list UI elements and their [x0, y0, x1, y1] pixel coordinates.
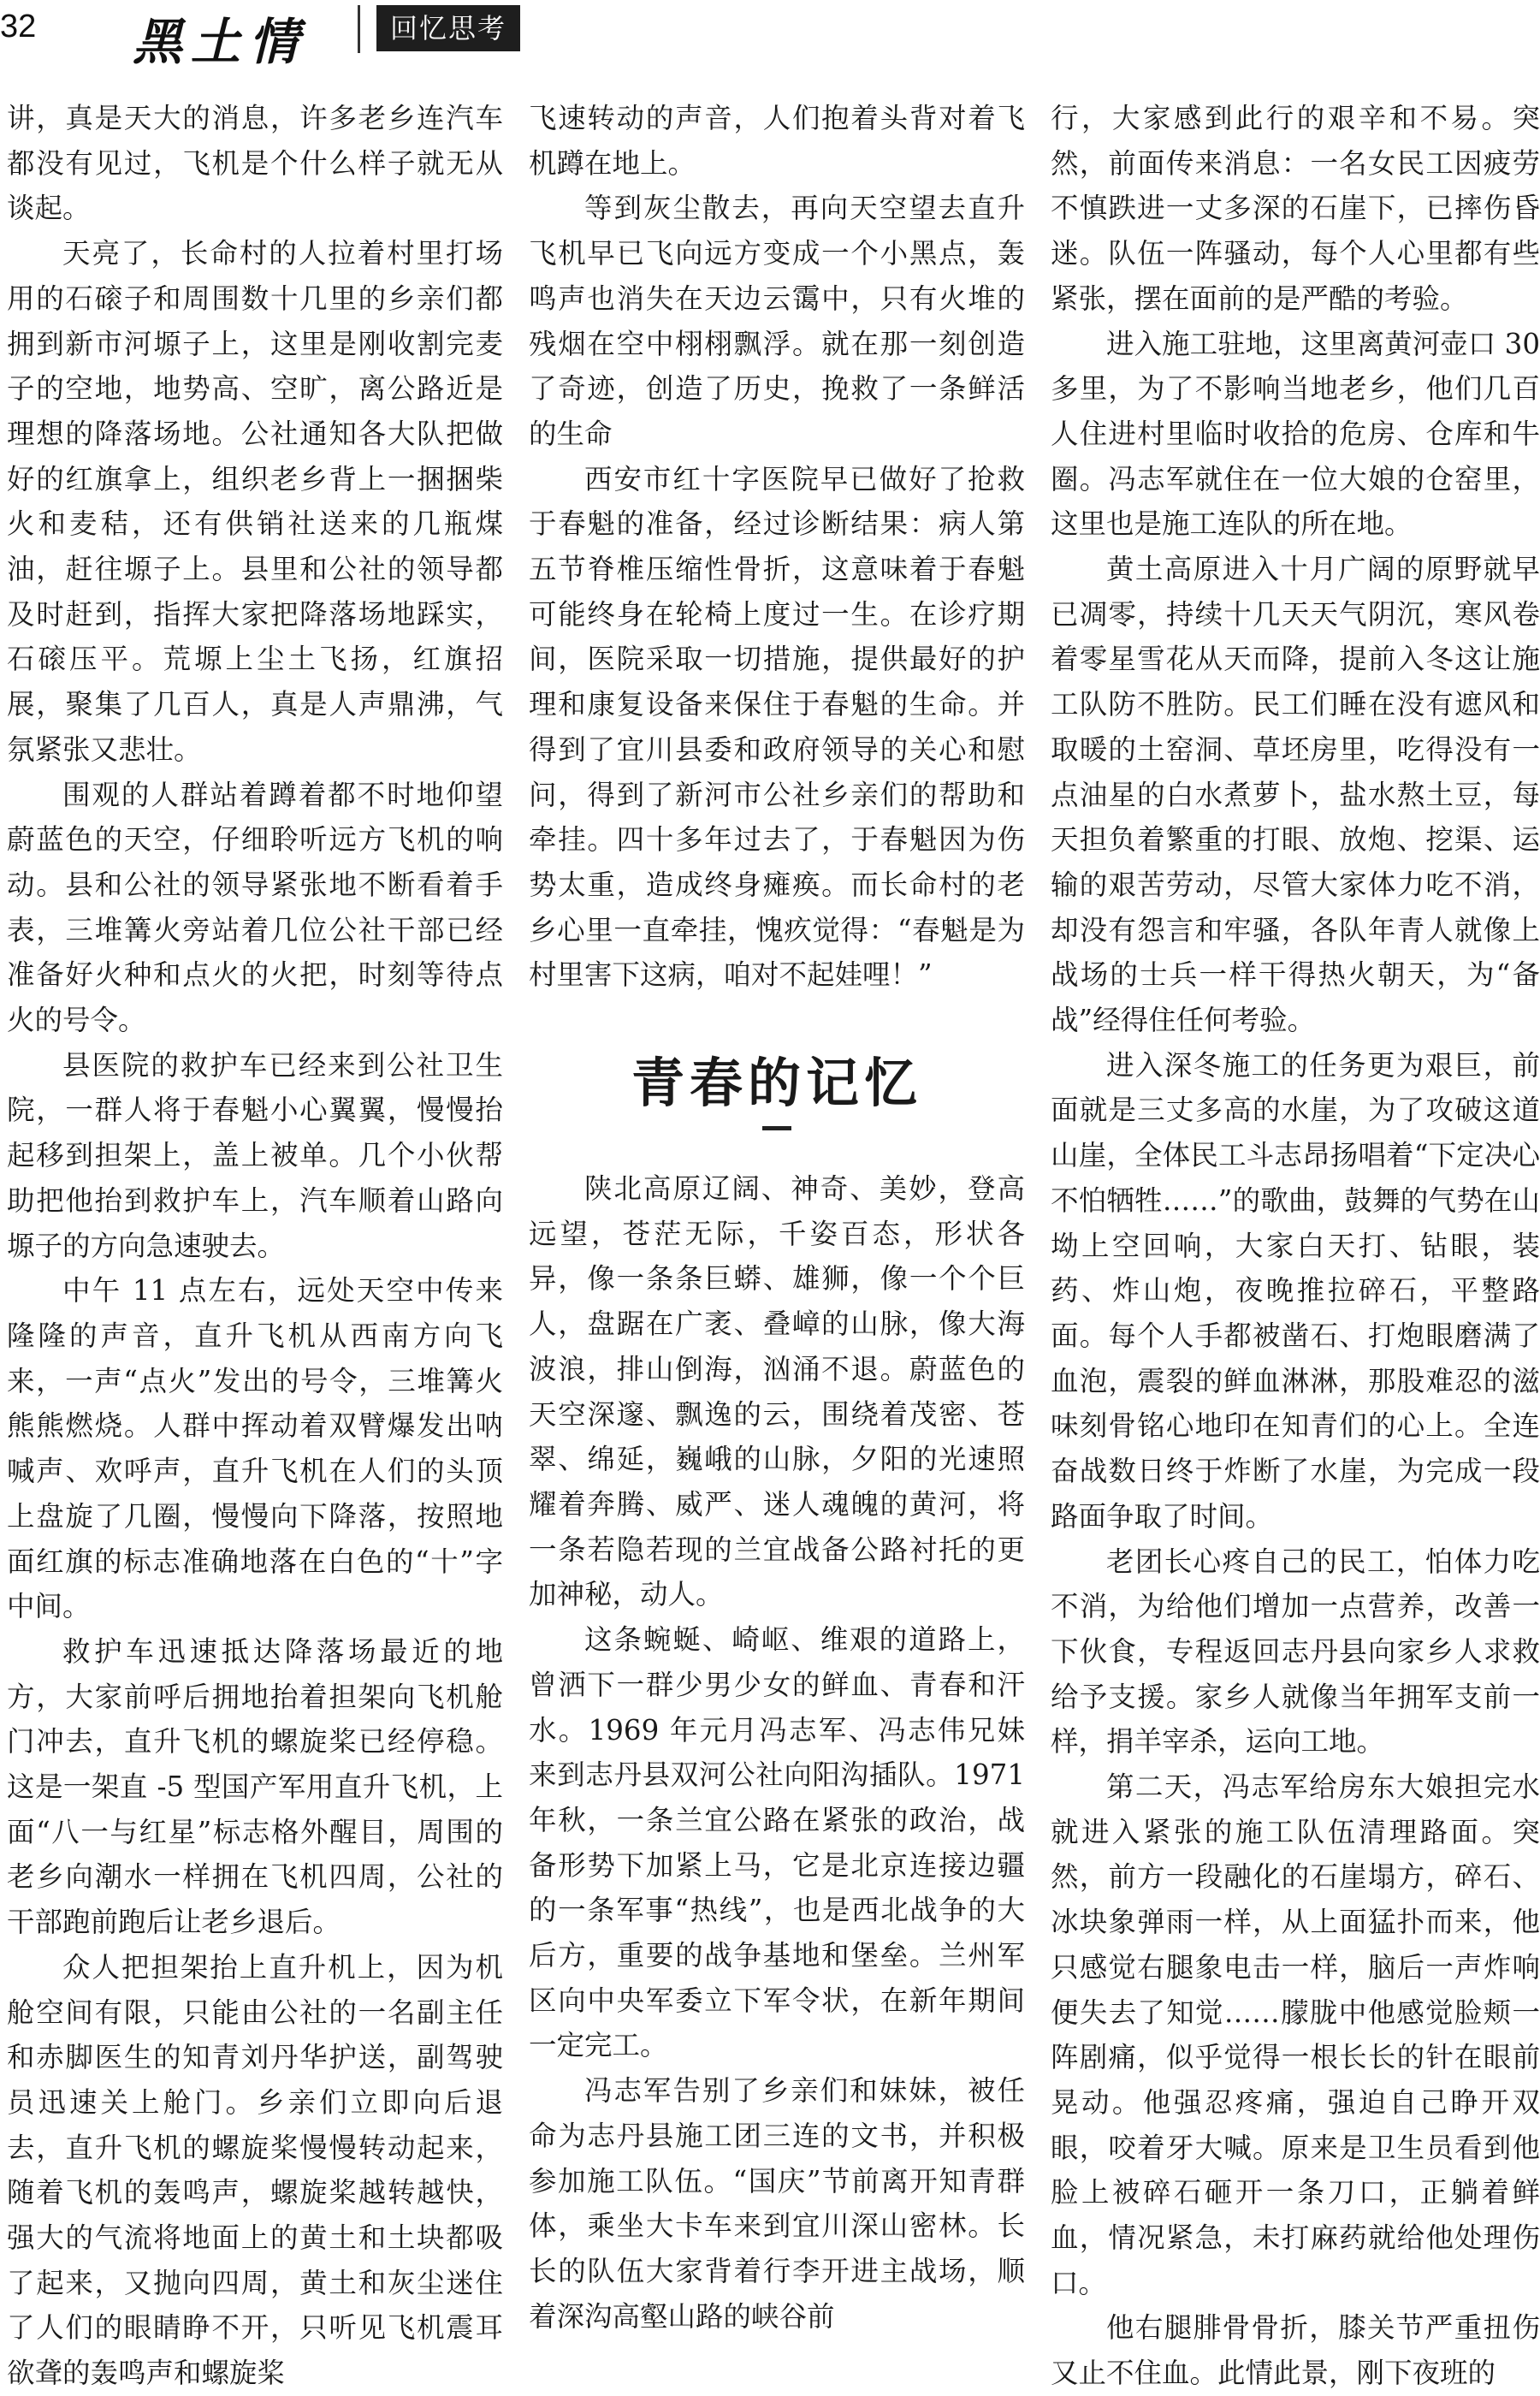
text-column-3	[1051, 96, 1540, 2396]
paragraph: 飞速转动的声音，人们抱着头背对着飞机蹲在地上。	[529, 102, 1025, 180]
paragraph: 西安市红十字医院早已做好了抢救于春魁的准备，经过诊断结果：病人第五节脊椎压缩性骨折，这意味着于春魁可能终身在轮椅上度过一生。在诊疗期间，医院采取一切措施，提供最好的护理和康复设备来保住于春魁的生命。并得到了宜川县委和政府领导的关心和慰问，得到了新河市公社乡亲们的帮助和牵挂。四十多年过去了，于春魁因为伤势太重，造成终身瘫痪。而长命村的老乡心里一直牵挂，愧疚觉得：“春魁是为村里害下这病，咱对不起娃哩！”	[529, 462, 1025, 992]
paragraph: 围观的人群站着蹲着都不时地仰望蔚蓝色的天空，仔细聆听远方飞机的响动。县和公社的领导紧张地不断看着手表，三堆篝火旁站着几位公社干部已经准备好火种和点火的火把，时刻等待点火的号令。	[7, 778, 503, 1037]
header-divider	[358, 5, 360, 53]
paragraph: 讲，真是天大的消息，许多老乡连汽车都没有见过，飞机是个什么样子就无从谈起。	[7, 102, 503, 225]
paragraph: 行，大家感到此行的艰辛和不易。突然，前面传来消息：一名女民工因疲劳不慎跌进一丈多深的石崖下，已摔伤昏迷。队伍一阵骚动，每个人心里都有些紧张，摆在面前的是严酷的考验。	[1051, 102, 1540, 315]
text-column-1	[7, 96, 503, 2396]
paragraph: 天亮了，长命村的人拉着村里打场用的石磙子和周围数十几里的乡亲们都拥到新市河塬子上，这里是刚收割完麦子的空地，地势高、空旷，离公路近是理想的降落场地。公社通知各大队把做好的红旗拿上，组织老乡背上一捆捆柴火和麦秸，还有供销社送来的几瓶煤油，赶往塬子上。县里和公社的领导都及时赶到，指挥大家把降落场地踩实，石磙压平。荒塬上尘土飞扬，红旗招展，聚集了几百人，真是人声鼎沸，气氛紧张又悲壮。	[7, 237, 503, 766]
page-number: 32	[0, 9, 37, 44]
paragraph: 等到灰尘散去，再向天空望去直升飞机早已飞向远方变成一个小黑点，轰鸣声也消失在天边云霭中，只有火堆的残烟在空中栩栩飘浮。就在那一刻创造了奇迹，创造了历史，挽救了一条鲜活的生命	[529, 192, 1025, 450]
paragraph: 县医院的救护车已经来到公社卫生院，一群人将于春魁小心翼翼，慢慢抬起移到担架上，盖上被单。几个小伙帮助把他抬到救护车上，汽车顺着山路向塬子的方向急速驶去。	[7, 1048, 503, 1262]
paragraph: 老团长心疼自己的民工，怕体力吃不消，为给他们增加一点营养，改善一下伙食，专程返回志丹县向家乡人求救给予支援。家乡人就像当年拥军支前一样，捐羊宰杀，运向工地。	[1051, 1545, 1540, 1758]
article-title: 青春的记忆	[631, 1052, 922, 1115]
paragraph: 黄土高原进入十月广阔的原野就早已凋零，持续十几天天气阴沉，寒风卷着零星雪花从天而降，提前入冬这让施工队防不胜防。民工们睡在没有遮风和取暖的土窑洞、草坯房里，吃得没有一点油星的白水煮萝卜，盐水熬土豆，每天担负着繁重的打眼、放炮、挖渠、运输的艰苦劳动，尽管大家体力吃不消，却没有怨言和牢骚，各队年青人就像上战场的士兵一样干得热火朝天，为“备战”经得住任何考验。	[1051, 553, 1540, 1037]
section-tag: 回忆思考	[376, 5, 520, 51]
paragraph: 进入深冬施工的任务更为艰巨，前面就是三丈多高的水崖，为了攻破这道山崖，全体民工斗志昂扬唱着“下定决心不怕牺牲……”的歌曲，鼓舞的气势在山坳上空回响，大家白天打、钻眼，装药、炸山炮，夜晚推拉碎石，平整路面。每个人手都被凿石、打炮眼磨满了血泡，震裂的鲜血淋淋，那股难忍的滋味刻骨铭心地印在知青们的心上。全连奋战数日终于炸断了水崖，为完成一段路面争取了时间。	[1051, 1048, 1540, 1533]
paragraph: 中午 11 点左右，远处天空中传来隆隆的声音，直升飞机从西南方向飞来，一声“点火”发出的号令，三堆篝火熊熊燃烧。人群中挥动着双臂爆发出呐喊声、欢呼声，直升飞机在人们的头顶上盘旋了几圈，慢慢向下降落，按照地面红旗的标志准确地落在白色的“十”字中间。	[7, 1274, 503, 1623]
paragraph: 冯志军告别了乡亲们和妹妹，被任命为志丹县施工团三连的文书，并积极参加施工队伍。“国庆”节前离开知青群体，乘坐大卡车来到宜川深山密林。长长的队伍大家背着行李开进主战场，顺着深沟高壑山路的峡谷前	[529, 2074, 1025, 2333]
paragraph: 陕北高原辽阔、神奇、美妙，登高远望，苍茫无际，千姿百态，形状各异，像一条条巨蟒、雄狮，像一个个巨人，盘踞在广袤、叠嶂的山脉，像大海波浪，排山倒海，汹涌不退。蔚蓝色的天空深邃、飘逸的云，围绕着茂密、苍翠、绵延，巍峨的山脉，夕阳的光速照耀着奔腾、威严、迷人魂魄的黄河，将一条若隐若现的兰宜战备公路衬托的更加神秘，动人。	[529, 1172, 1025, 1611]
paragraph: 第二天，冯志军给房东大娘担完水就进入紧张的施工队伍清理路面。突然，前方一段融化的石崖塌方，碎石、冰块象弹雨一样，从上面猛扑而来，他只感觉右腿象电击一样，脑后一声炸响便失去了知觉……朦胧中他感觉脸颊一阵剧痛，似乎觉得一根长长的针在眼前晃动。他强忍疼痛，强迫自己睁开双眼，咬着牙大喊。原来是卫生员看到他脸上被碎石砸开一条刀口，正躺着鲜血，情况紧急，未打麻药就给他处理伤口。	[1051, 1770, 1540, 2299]
paragraph: 他右腿腓骨骨折，膝关节严重扭伤又止不住血。此情此景，刚下夜班的	[1051, 2311, 1540, 2390]
paragraph: 众人把担架抬上直升机上，因为机舱空间有限，只能由公社的一名副主任和赤脚医生的知青刘丹华护送，副驾驶员迅速关上舱门。乡亲们立即向后退去，直升飞机的螺旋桨慢慢转动起来，随着飞机的轰鸣声，螺旋桨越转越快，强大的气流将地面上的黄土和土块都吸了起来，又抛向四周，黄土和灰尘迷住了人们的眼睛睁不开，只听见飞机震耳欲聋的轰鸣声和螺旋桨	[7, 1950, 503, 2390]
paragraph: 救护车迅速抵达降落场最近的地方，大家前呼后拥地抬着担架向飞机舱门冲去，直升飞机的螺旋桨已经停稳。这是一架直 -5 型国产军用直升飞机，上面“八一与红星”标志格外醒目，周围的老乡向潮水一样拥在飞机四周，公社的干部跑前跑后让老乡退后。	[7, 1634, 503, 1939]
paragraph: 这条蜿蜒、崎岖、维艰的道路上，曾洒下一群少男少女的鲜血、青春和汗水。1969 年元月冯志军、冯志伟兄妹来到志丹县双河公社向阳沟插队。1971 年秋，一条兰宜公路在紧张的政治，战备形势下加紧上马，它是北京连接边疆的一条军事“热线”，也是西北战争的大后方，重要的战争基地和堡垒。兰州军区向中央军委立下军令状，在新年期间一定完工。	[529, 1623, 1025, 2062]
paragraph: 进入施工驻地，这里离黄河壶口 30 多里，为了不影响当地老乡，他们几百人住进村里临时收拾的危房、仓库和牛圈。冯志军就住在一位大娘的仓窑里，这里也是施工连队的所在地。	[1051, 327, 1540, 541]
magazine-title-logo: 黑土情	[133, 13, 308, 71]
page-header	[0, 0, 1540, 71]
text-column-2	[529, 96, 1025, 2339]
title-rule	[762, 1126, 791, 1130]
